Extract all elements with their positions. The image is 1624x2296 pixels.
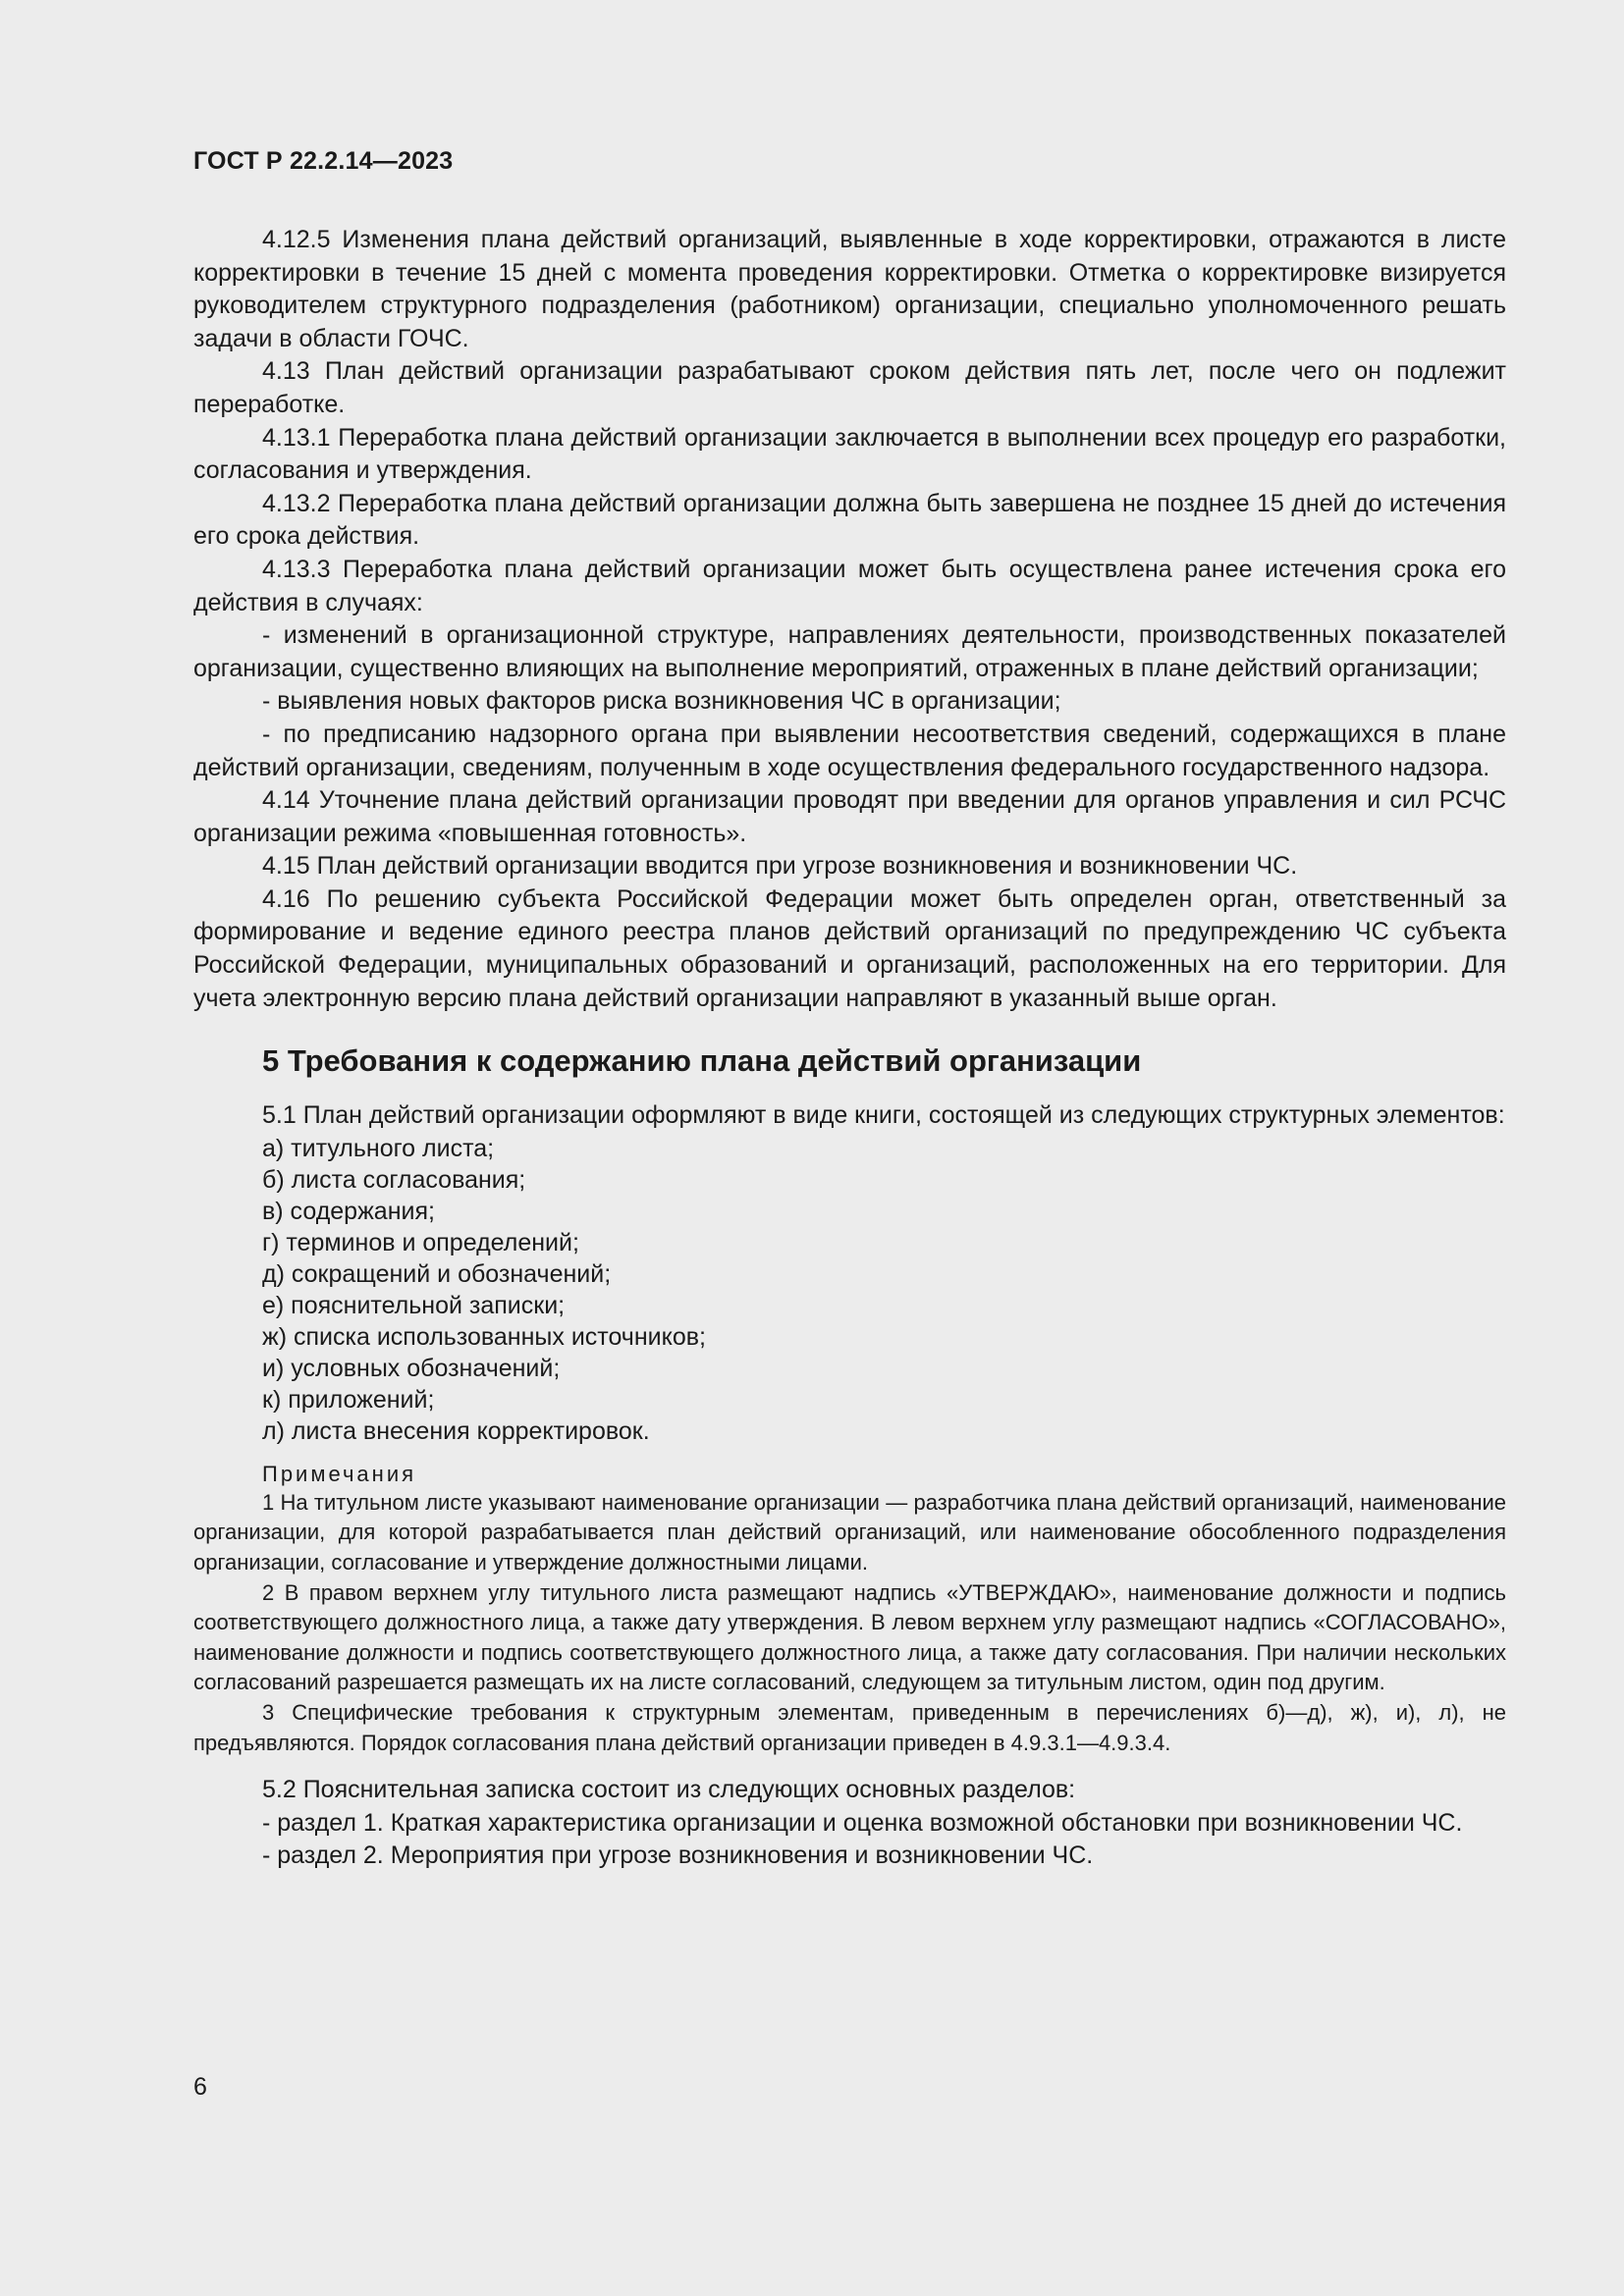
section-5-heading: 5 Требования к содержанию плана действий организации	[262, 1043, 1142, 1079]
list-item: и) условных обозначений;	[262, 1354, 561, 1382]
note-3: 3 Специфические требования к структурным элементам, приведенным в перечислениях б)—д), ж), и), л), не предъявляются. Порядок согласования плана действий организации приведен в 4.9.3.1—4.9.3.4.	[193, 1700, 1506, 1755]
page-number: 6	[193, 2073, 207, 2101]
list-item: а) титульного листа;	[262, 1134, 495, 1162]
list-item-dash: - раздел 1. Краткая характеристика организации и оценка возможной обстановки при возникновении ЧС.	[262, 1808, 1463, 1837]
notes-title: Примечания	[262, 1461, 417, 1486]
paragraph-4-12-5: 4.12.5 Изменения плана действий организаций, выявленные в ходе корректировки, отражаются в листе корректировки в течение 15 дней с момента проведения корректировки. Отметка о корректировке визируется руководителем структурного подразделения (работником) организации, специально уполномоченного решать задачи в области ГОЧС.	[193, 226, 1506, 352]
list-item-dash: - раздел 2. Мероприятия при угрозе возникновения и возникновении ЧС.	[262, 1842, 1094, 1870]
list-item-dash: - по предписанию надзорного органа при выявлении несоответствия сведений, содержащихся в плане действий организации, сведениям, полученным в ходе осуществления федерального государственного надзора.	[193, 720, 1506, 781]
paragraph-5-2: 5.2 Пояснительная записка состоит из следующих основных разделов:	[262, 1776, 1076, 1804]
list-item: в) содержания;	[262, 1197, 435, 1225]
list-item: г) терминов и определений;	[262, 1228, 579, 1256]
list-item: к) приложений;	[262, 1385, 435, 1414]
list-item: е) пояснительной записки;	[262, 1291, 566, 1319]
list-item-dash: - изменений в организационной структуре, направлениях деятельности, производственных показателей организации, существенно влияющих на выполнение мероприятий, отраженных в плане действий организации;	[193, 621, 1506, 682]
standard-code-header: ГОСТ Р 22.2.14—2023	[193, 147, 454, 175]
list-item: д) сокращений и обозначений;	[262, 1259, 612, 1288]
list-item-dash: - выявления новых факторов риска возникновения ЧС в организации;	[262, 687, 1061, 716]
spacer	[193, 1758, 1506, 1774]
paragraph-5-1: 5.1 План действий организации оформляют в виде книги, состоящей из следующих структурных элементов:	[262, 1101, 1505, 1130]
note-2: 2 В правом верхнем углу титульного листа размещают надпись «УТВЕРЖДАЮ», наименование должности и подпись соответствующего должностного лица, а также дату утверждения. В левом верхнем углу размещают надпись «СОГЛАСОВАНО», наименование должности и подпись соответствующего должностного лица, а также дату согласования. При наличии нескольких согласований разрешается размещать их на листе согласований, следующем за титульным листом, один под другим.	[193, 1579, 1506, 1695]
paragraph-4-14: 4.14 Уточнение плана действий организации проводят при введении для органов управления и сил РСЧС организации режима «повышенная готовность».	[193, 786, 1506, 847]
note-1: 1 На титульном листе указывают наименование организации — разработчика плана действий организаций, наименование организации, для которой разрабатывается план действий организаций, или наименование обособленного подразделения организации, согласование и утверждение должностными лицами.	[193, 1489, 1506, 1575]
structural-elements-list	[193, 1133, 1506, 1447]
list-item: ж) списка использованных источников;	[262, 1322, 706, 1351]
paragraph-4-13: 4.13 План действий организации разрабатывают сроком действия пять лет, после чего он подлежит переработке.	[193, 357, 1506, 418]
paragraph-4-13-1: 4.13.1 Переработка плана действий организации заключается в выполнении всех процедур его разработки, согласования и утверждения.	[193, 423, 1506, 485]
paragraph-4-16: 4.16 По решению субъекта Российской Федерации может быть определен орган, ответственный за формирование и ведение единого реестра планов действий организаций по предупреждению ЧС субъекта Российской Федерации, муниципальных образований и организаций, расположенных на его территории. Для учета электронную версию плана действий организации направляют в указанный выше орган.	[193, 884, 1506, 1012]
list-item: б) листа согласования;	[262, 1165, 526, 1194]
paragraph-4-15: 4.15 План действий организации вводится при угрозе возникновения и возникновении ЧС.	[262, 852, 1298, 881]
paragraph-4-13-2: 4.13.2 Переработка плана действий организации должна быть завершена не позднее 15 дней до истечения его срока действия.	[193, 489, 1506, 551]
page-content	[193, 224, 1506, 1873]
list-item: л) листа внесения корректировок.	[262, 1416, 650, 1445]
paragraph-4-13-3: 4.13.3 Переработка плана действий организации может быть осуществлена ранее истечения срока его действия в случаях:	[193, 555, 1506, 616]
